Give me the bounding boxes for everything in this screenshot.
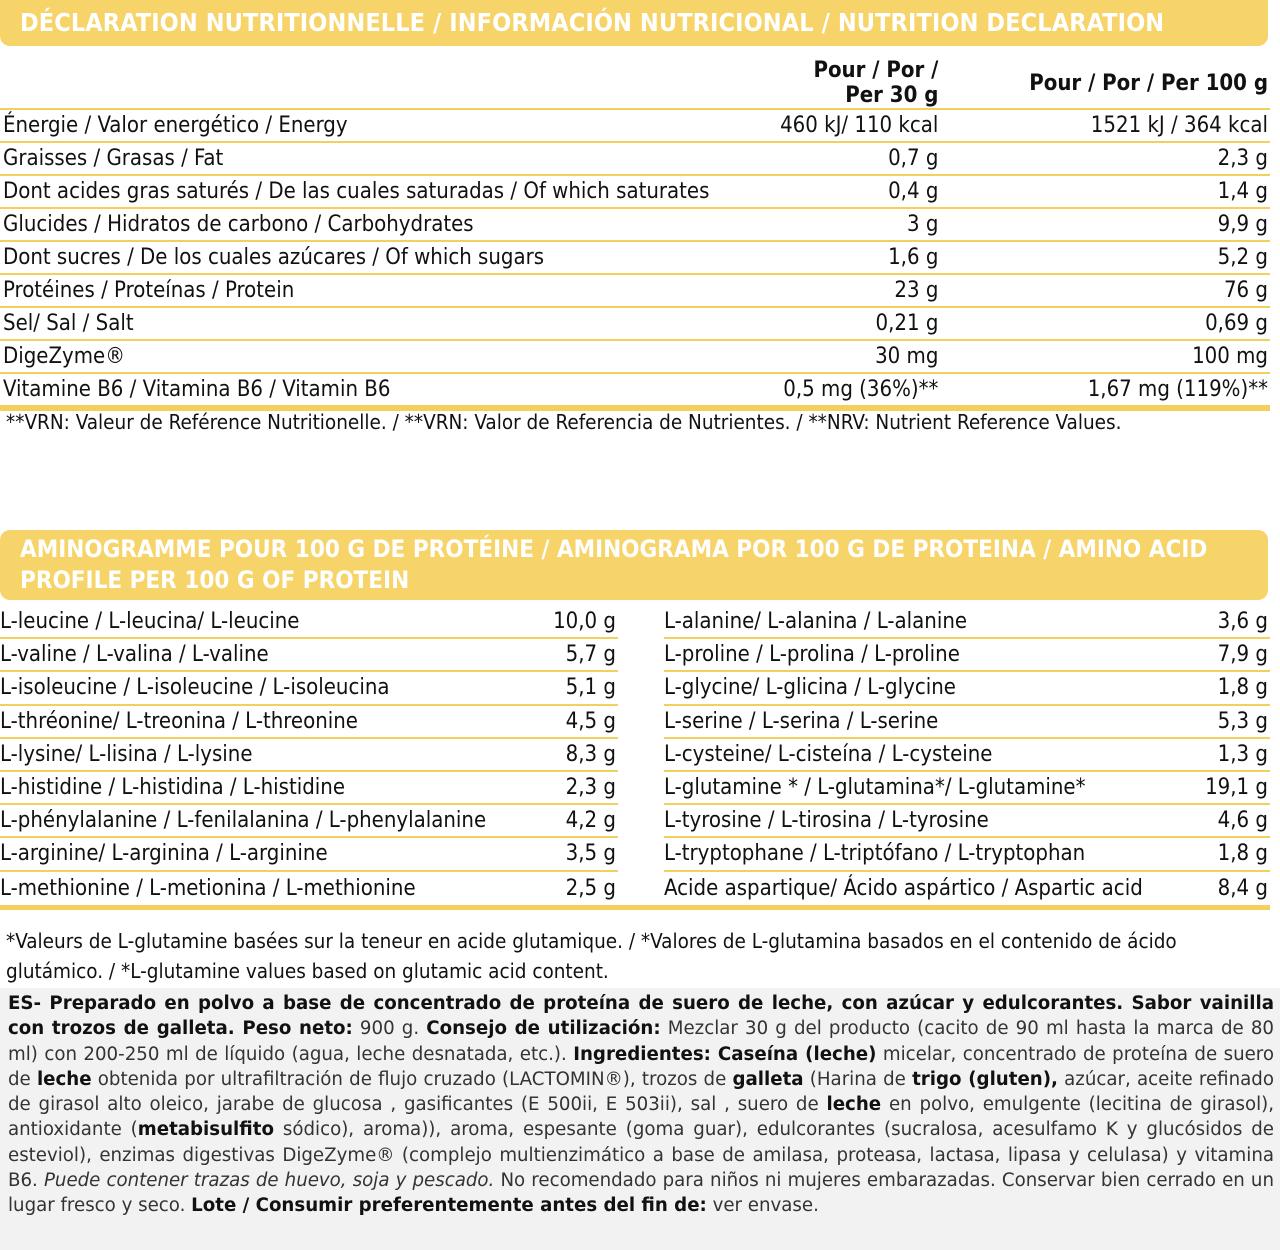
nutrition-row-value-100: 0,69 g (940, 307, 1270, 340)
ingredients-segment: (Harina de (803, 1068, 913, 1090)
amino-value: 1,8 g (1217, 841, 1268, 867)
amino-row (0, 739, 618, 772)
amino-value: 5,3 g (1217, 708, 1268, 734)
ingredients-es-text (0, 988, 1280, 1250)
nutrition-row-label: Protéines / Proteínas / Protein (0, 274, 777, 307)
amino-row (664, 639, 1270, 672)
amino-value: 3,5 g (565, 841, 616, 867)
amino-value: 5,1 g (565, 675, 616, 701)
nutrition-row-value-30: 0,7 g (777, 142, 940, 175)
amino-column-left (0, 606, 618, 905)
ingredients-bold-segment: Consejo de utilización: (426, 1018, 661, 1040)
amino-label: L-methionine / L-metionina / L-methionine (0, 875, 416, 901)
amino-table (0, 606, 1270, 910)
amino-title: AMINOGRAMME POUR 100 G DE PROTÉINE / AMINOGRAMA POR 100 G DE PROTEINA / AMINO ACID PROFILE PER 100 G OF PROTEIN (0, 530, 1268, 600)
amino-value: 4,2 g (565, 808, 616, 834)
ingredients-bold-segment: Lote / Consumir preferentemente antes del fin de: (191, 1195, 707, 1217)
amino-label: L-tryptophane / L-triptófano / L-tryptophan (664, 841, 1086, 867)
amino-label: L-tyrosine / L-tirosina / L-tyrosine (664, 808, 989, 834)
nutrition-row-value-30: 0,4 g (777, 175, 940, 208)
nutrition-row-value-30: 0,5 mg (36%)** (777, 373, 940, 408)
amino-column-right (664, 606, 1270, 905)
amino-value: 1,3 g (1217, 741, 1268, 767)
ingredients-bold-segment: trigo (gluten), (912, 1068, 1058, 1090)
nutrition-row-value-30: 1,6 g (777, 241, 940, 274)
ingredients-bold-segment: ES- Preparado en polvo a base de concentrado de proteína de suero de leche, con azúcar y edulcorantes. Sabor vainilla con trozos de galleta. Peso neto: (8, 993, 1274, 1040)
nutrition-rows (0, 109, 1270, 408)
nutrition-row-label: Énergie / Valor energético / Energy (0, 109, 777, 142)
amino-value: 19,1 g (1205, 775, 1268, 801)
ingredients-segment: sódico), aroma)), aroma, espesante (goma guar), edulcorantes (sucralosa, acesulfamo K y glucósidos de esteviol), enzimas digestivas DigeZyme® (complejo multienzimático a base de amilasa, proteasa, lactasa, lipasa y celulasa) y vitamina B6. (8, 1119, 1274, 1192)
nutrition-row-value-30: 30 mg (777, 340, 940, 373)
amino-value: 7,9 g (1217, 642, 1268, 668)
nutrition-row-value-100: 1521 kJ / 364 kcal (940, 109, 1270, 142)
ingredients-bold-segment: leche (826, 1094, 882, 1116)
ingredients-bold-segment: galleta (732, 1068, 804, 1090)
nutrition-row-value-30: 0,21 g (777, 307, 940, 340)
ingredients-segment: azúcar, aceite refinado de girasol alto oleico, jarabe de glucosa , gasificantes (E 500ii, E 503ii), sal , suero de (8, 1068, 1274, 1116)
amino-row (664, 606, 1270, 639)
nutrition-header-per30: Pour / Por / Per 30 g (777, 58, 940, 109)
amino-value: 4,6 g (1217, 808, 1268, 834)
amino-label: L-proline / L-prolina / L-proline (664, 642, 960, 668)
amino-label: L-lysine/ L-lisina / L-lysine (0, 741, 253, 767)
amino-value: 2,3 g (565, 775, 616, 801)
amino-label: L-phénylalanine / L-fenilalanina / L-phenylalanine (0, 808, 487, 834)
amino-label: L-histidine / L-histidina / L-histidine (0, 775, 345, 801)
amino-row (664, 672, 1270, 705)
nutrition-row (0, 208, 1270, 241)
nutrition-title: DÉCLARATION NUTRITIONNELLE / INFORMACIÓN NUTRICIONAL / NUTRITION DECLARATION (0, 0, 1268, 46)
amino-row (0, 639, 618, 672)
nutrition-row-value-100: 1,4 g (940, 175, 1270, 208)
amino-row (0, 772, 618, 805)
amino-value: 3,6 g (1217, 609, 1268, 635)
nutrition-header-row (0, 58, 1270, 109)
amino-row (664, 872, 1270, 905)
amino-label: L-cysteine/ L-cisteína / L-cysteine (664, 741, 993, 767)
nutrition-row-label: DigeZyme® (0, 340, 777, 373)
nutrition-row-value-100: 2,3 g (940, 142, 1270, 175)
nutrition-row (0, 241, 1270, 274)
amino-row (664, 838, 1270, 871)
amino-value: 8,3 g (565, 741, 616, 767)
amino-value: 8,4 g (1217, 875, 1268, 901)
ingredients-segment: en polvo, emulgente (lecitina de girasol), antioxidante ( (8, 1094, 1274, 1141)
amino-label: Acide aspartique/ Ácido aspártico / Aspartic acid (664, 875, 1143, 901)
amino-label: L-alanine/ L-alanina / L-alanine (664, 609, 968, 635)
amino-row (0, 838, 618, 871)
ingredients-segment: No recomendado para niños ni mujeres embarazadas. Conservar bien cerrado en un lugar fresco y seco. (8, 1170, 1274, 1217)
nutrition-row-value-100: 5,2 g (940, 241, 1270, 274)
ingredients-bold-segment: metabisulfito (137, 1119, 274, 1141)
nutrition-row-value-100: 100 mg (940, 340, 1270, 373)
nutrition-row-value-30: 23 g (777, 274, 940, 307)
nutrition-row-label: Dont sucres / De los cuales azúcares / Of which sugars (0, 241, 777, 274)
amino-value: 5,7 g (565, 642, 616, 668)
nutrition-header-blank (0, 58, 777, 109)
amino-row (0, 706, 618, 739)
amino-label: L-serine / L-serina / L-serine (664, 708, 939, 734)
nutrition-table (0, 58, 1270, 411)
amino-row (0, 606, 618, 639)
nutrition-row-value-30: 460 kJ/ 110 kcal (777, 109, 940, 142)
amino-value: 4,5 g (565, 708, 616, 734)
ingredients-segment: 900 g. (352, 1018, 427, 1040)
ingredients-bold-segment: leche (36, 1068, 92, 1090)
glutamine-note: *Valeurs de L-glutamine basées sur la teneur en acide glutamique. / *Valores de L-glutamina basados en el contenido de ácido glutámico. / *L-glutamine values based on glutamic acid content. (6, 929, 1177, 983)
amino-value: 1,8 g (1217, 675, 1268, 701)
amino-label: L-thréonine/ L-treonina / L-threonine (0, 708, 358, 734)
ingredients-segment: micelar, concentrado de proteína de suero de (8, 1043, 1274, 1090)
amino-value: 2,5 g (565, 875, 616, 901)
amino-value: 10,0 g (553, 609, 616, 635)
amino-label: L-glutamine * / L-glutamina*/ L-glutamine* (664, 775, 1086, 801)
ingredients-bold-segment: Ingredientes: Caseína (leche) (573, 1043, 877, 1065)
nutrition-row-value-100: 76 g (940, 274, 1270, 307)
nutrition-row-value-30: 3 g (777, 208, 940, 241)
amino-label: L-leucine / L-leucina/ L-leucine (0, 609, 300, 635)
amino-label: L-glycine/ L-glicina / L-glycine (664, 675, 956, 701)
nutrition-row (0, 109, 1270, 142)
nutrition-row-value-100: 1,67 mg (119%)** (940, 373, 1270, 408)
nutrition-row-label: Graisses / Grasas / Fat (0, 142, 777, 175)
nutrition-row (0, 307, 1270, 340)
amino-label: L-arginine/ L-arginina / L-arginine (0, 841, 328, 867)
nutrition-row (0, 175, 1270, 208)
ingredients-segment: ver envase. (706, 1195, 819, 1217)
nrv-note: **VRN: Valeur de Reférence Nutritionelle. / **VRN: Valor de Referencia de Nutrientes. / **NRV: Nutrient Reference Values. (6, 410, 1122, 434)
ingredients-italic-segment: Puede contener trazas de huevo, soja y pescado. (43, 1170, 495, 1192)
nutrition-row (0, 373, 1270, 408)
amino-row (664, 706, 1270, 739)
amino-row (0, 672, 618, 705)
amino-row (664, 772, 1270, 805)
nutrition-row-label: Sel/ Sal / Salt (0, 307, 777, 340)
amino-label: L-valine / L-valina / L-valine (0, 642, 269, 668)
amino-row (0, 872, 618, 905)
ingredients-segment: obtenida por ultrafiltración de flujo cruzado (LACTOMIN®), trozos de (91, 1068, 733, 1090)
nutrition-row-label: Glucides / Hidratos de carbono / Carbohydrates (0, 208, 777, 241)
nutrition-row (0, 274, 1270, 307)
amino-row (664, 805, 1270, 838)
nutrition-row-label: Dont acides gras saturés / De las cuales saturadas / Of which saturates (0, 175, 777, 208)
nutrition-header-per100: Pour / Por / Per 100 g (940, 58, 1270, 109)
nutrition-row-value-100: 9,9 g (940, 208, 1270, 241)
nutrition-row (0, 340, 1270, 373)
amino-row (0, 805, 618, 838)
amino-row (664, 739, 1270, 772)
nutrition-row (0, 142, 1270, 175)
amino-label: L-isoleucine / L-isoleucine / L-isoleucina (0, 675, 390, 701)
nutrition-row-label: Vitamine B6 / Vitamina B6 / Vitamin B6 (0, 373, 777, 408)
ingredients-segment: Mezclar 30 g del producto (cacito de 90 ml hasta la marca de 80 ml) con 200-250 ml de líquido (agua, leche desnatada, etc.). (8, 1018, 1274, 1065)
